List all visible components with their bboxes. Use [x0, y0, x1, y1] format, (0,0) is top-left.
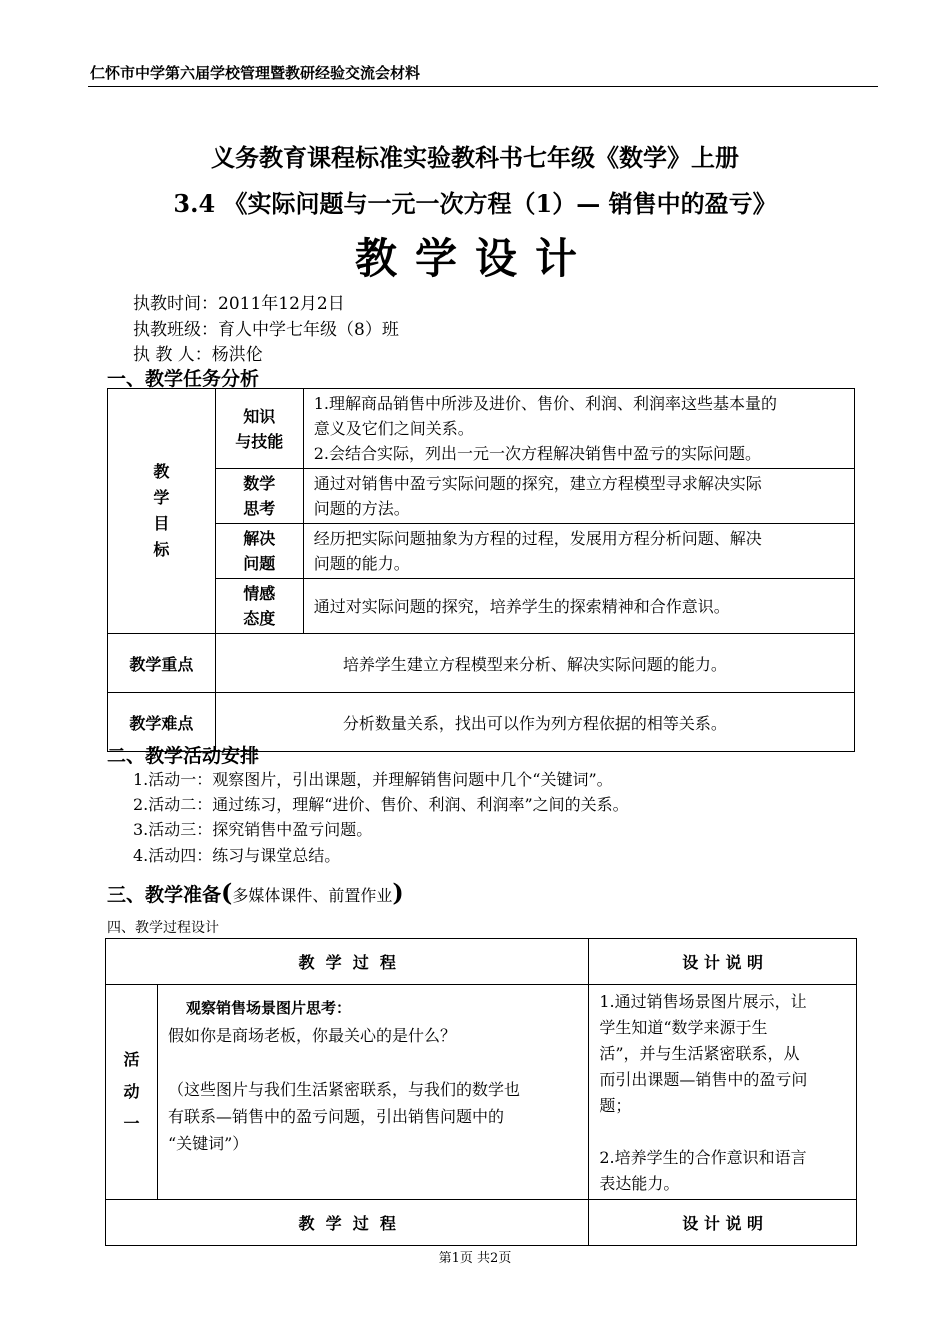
notes-column-header-repeat: 设 计 说 明	[589, 1200, 857, 1246]
goal-label-knowledge: 知识 与技能	[215, 389, 303, 469]
activity-item: 4.活动四：练习与课堂总结。	[133, 846, 341, 865]
document-header: 仁怀市中学第六届学校管理暨教研经验交流会材料	[90, 64, 421, 82]
goal-text-knowledge: 1.理解商品销售中所涉及进价、售价、利润、利润率这些基本量的 意义及它们之间关系。 2.会结合实际，列出一元一次方程解决销售中盈亏的实际问题。	[303, 389, 854, 469]
activity-item: 2.活动二：通过练习，理解“进价、售价、利润、利润率”之间的关系。	[133, 795, 629, 814]
difficulty-text: 分析数量关系，找出可以作为列方程依据的相等关系。	[215, 693, 854, 752]
section2-heading: 二、教学活动安排	[107, 745, 260, 767]
goal-label-attitude: 情感 态度	[215, 579, 303, 634]
teacher-name: 执 教 人：杨洪伦	[133, 345, 263, 365]
section1-heading: 一、教学任务分析	[107, 368, 260, 390]
goal-label-math-thinking: 数学 思考	[215, 469, 303, 524]
activity-one-process: 观察销售场景图片思考： 假如你是商场老板，你最关心的是什么？ （这些图片与我们生活紧密联系，与我们的数学也 有联系—销售中的盈亏问题，引出销售问题中的 “关键词”）	[157, 985, 588, 1200]
teaching-date: 执教时间：2011年12月2日	[133, 294, 345, 314]
header-divider	[88, 86, 878, 87]
section4-heading: 四、教学过程设计	[107, 920, 219, 936]
goal-text-math-thinking: 通过对销售中盈亏实际问题的探究，建立方程模型寻求解决实际 问题的方法。	[303, 469, 854, 524]
key-point-label: 教学重点	[108, 634, 216, 693]
teaching-class: 执教班级：育人中学七年级（8）班	[133, 320, 399, 340]
preparation-note: 多媒体课件、前置作业	[232, 886, 393, 905]
process-table	[105, 938, 857, 1246]
page-number: 第1页 共2页	[438, 1251, 512, 1266]
key-point-text: 培养学生建立方程模型来分析、解决实际问题的能力。	[215, 634, 854, 693]
process-column-header: 教 学 过 程	[106, 939, 589, 985]
difficulty-label: 教学难点	[108, 693, 216, 752]
teaching-goals-label: 教 学 目 标	[108, 389, 216, 634]
activity-item: 1.活动一：观察图片，引出课题，并理解销售问题中几个“关键词”。	[133, 770, 613, 789]
goal-label-problem-solving: 解决 问题	[215, 524, 303, 579]
goal-text-attitude: 通过对实际问题的探究，培养学生的探索精神和合作意识。	[303, 579, 854, 634]
section3-heading: 三、教学准备(多媒体课件、前置作业)	[107, 878, 404, 907]
process-column-header-repeat: 教 学 过 程	[106, 1200, 589, 1246]
notes-column-header: 设 计 说 明	[589, 939, 857, 985]
activity-one-label: 活 动 一	[106, 985, 158, 1200]
goal-text-problem-solving: 经历把实际问题抽象为方程的过程，发展用方程分析问题、解决 问题的能力。	[303, 524, 854, 579]
textbook-title: 义务教育课程标准实验教科书七年级《数学》上册	[211, 143, 739, 172]
lesson-title: 3.4 《实际问题与一元一次方程（1）— 销售中的盈亏》	[173, 189, 777, 218]
activity-item: 3.活动三：探究销售中盈亏问题。	[133, 820, 373, 839]
document-title: 教学设计	[354, 234, 595, 283]
activity-one-notes: 1.通过销售场景图片展示，让 学生知道“数学来源于生 活”，并与生活紧密联系，从 而引出课题—销售中的盈亏问 题； 2.培养学生的合作意识和语言 表达能力。	[589, 985, 857, 1200]
task-analysis-table	[107, 388, 855, 752]
